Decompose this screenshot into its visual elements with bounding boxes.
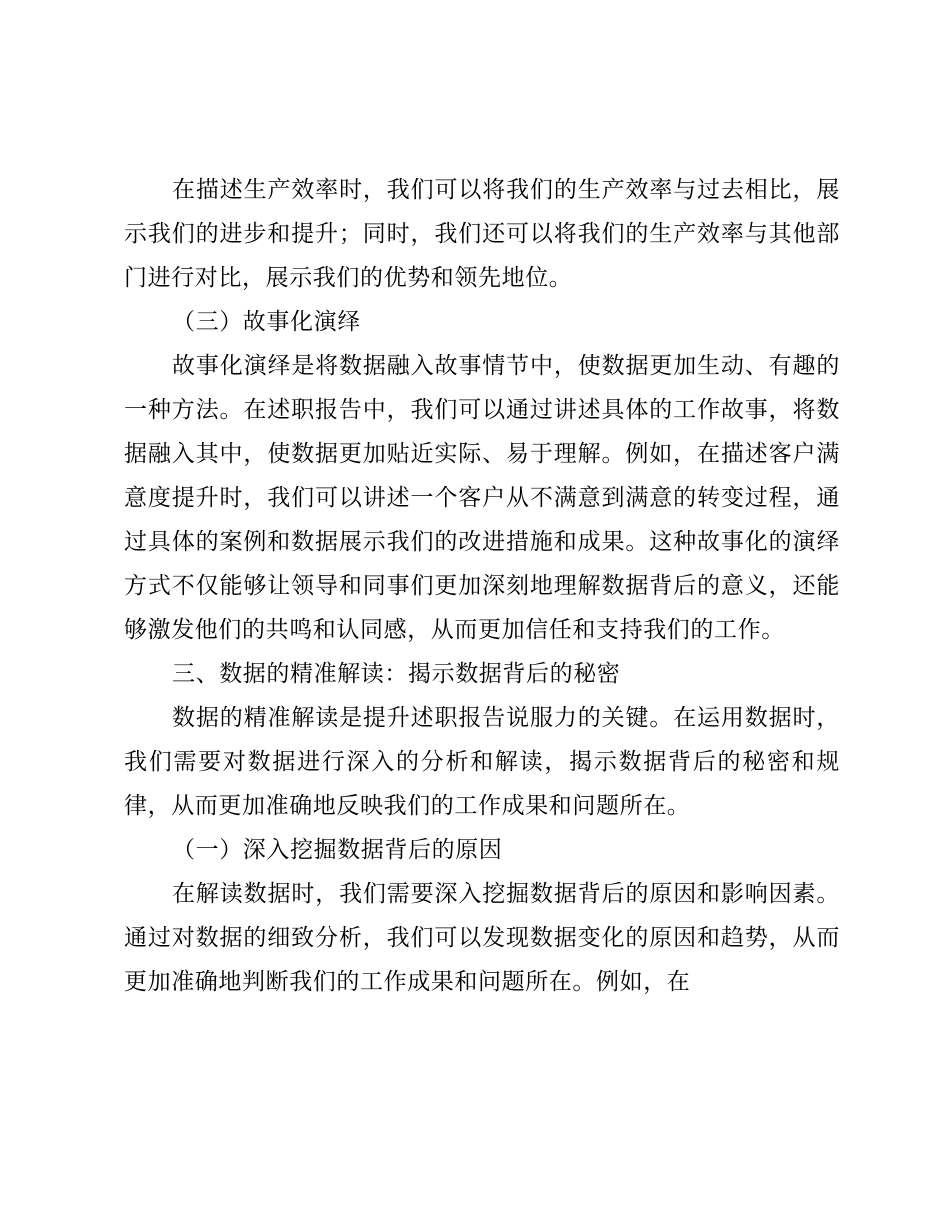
- section-heading-storytelling: （三）故事化演绎: [172, 309, 361, 335]
- paragraph-dig-reasons: 在解读数据时，我们需要深入挖掘数据背后的原因和影响因素。通过对数据的细致分析，我们可以发现数据变化的原因和趋势，从而更加准确地判断我们的工作成果和问题所在。例如，在: [124, 881, 840, 995]
- section-heading-dig-reasons: （一）深入挖掘数据背后的原因: [172, 837, 503, 863]
- section-heading-data-interpretation: 三、数据的精准解读：揭示数据背后的秘密: [172, 661, 621, 687]
- paragraph-production-efficiency: 在描述生产效率时，我们可以将我们的生产效率与过去相比，展示我们的进步和提升；同时，我们还可以将我们的生产效率与其他部门进行对比，展示我们的优势和领先地位。: [124, 177, 840, 291]
- paragraph-data-interpretation: 数据的精准解读是提升述职报告说服力的关键。在运用数据时，我们需要对数据进行深入的分析和解读，揭示数据背后的秘密和规律，从而更加准确地反映我们的工作成果和问题所在。: [124, 705, 840, 819]
- document-body: [124, 168, 840, 1004]
- paragraph-storytelling: 故事化演绎是将数据融入故事情节中，使数据更加生动、有趣的一种方法。在述职报告中，我们可以通过讲述具体的工作故事，将数据融入其中，使数据更加贴近实际、易于理解。例如，在描述客户满意度提升时，我们可以讲述一个客户从不满意到满意的转变过程，通过具体的案例和数据展示我们的改进措施和成果。这种故事化的演绎方式不仅能够让领导和同事们更加深刻地理解数据背后的意义，还能够激发他们的共鸣和认同感，从而更加信任和支持我们的工作。: [124, 353, 840, 643]
